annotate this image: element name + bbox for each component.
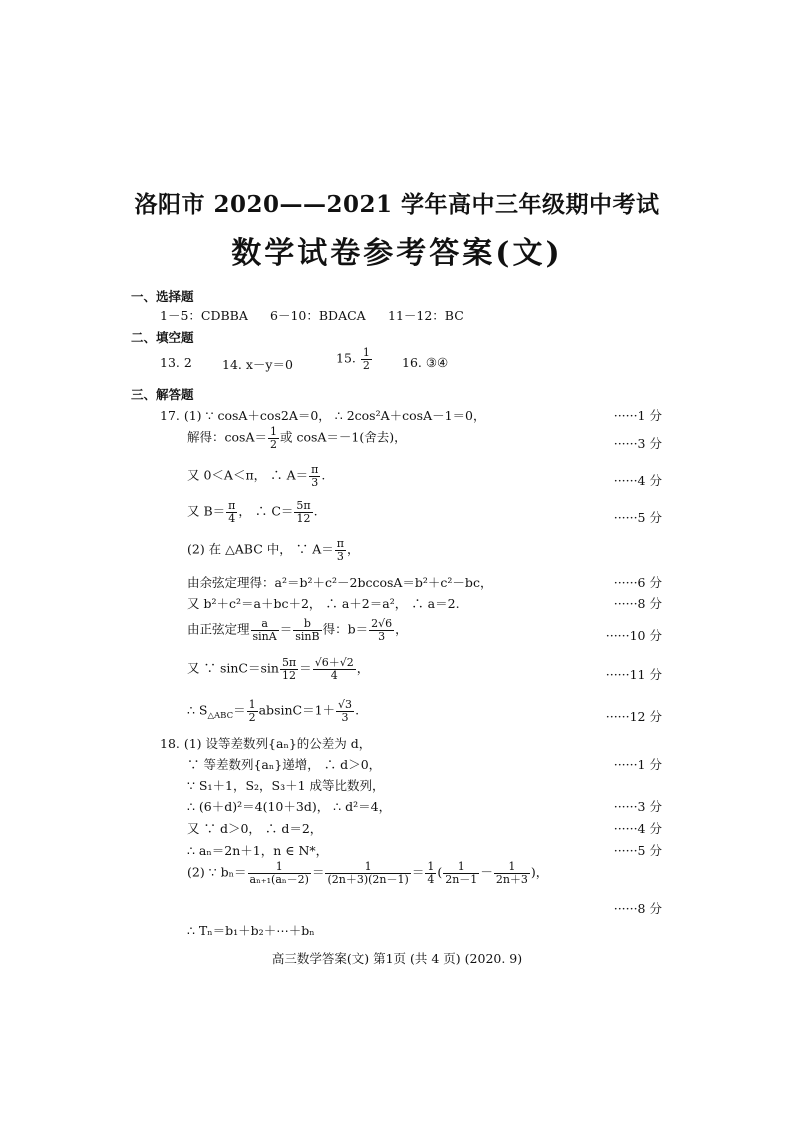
- denominator: 12: [280, 669, 298, 682]
- text: 又 B＝: [187, 503, 226, 519]
- text: 又 0＜A＜π， ∴ A＝: [187, 467, 309, 483]
- numerator: π: [228, 499, 236, 512]
- fraction: [369, 618, 394, 642]
- score-mark: ······3 分: [613, 799, 662, 814]
- score-mark: ······11 分: [605, 667, 662, 682]
- denominator: 12: [294, 512, 312, 525]
- fraction: [494, 861, 530, 885]
- text: )，: [530, 864, 549, 880]
- choice-answers-11-12: 11－12：BC: [388, 308, 464, 323]
- fraction: [336, 699, 354, 723]
- fraction: [268, 426, 279, 450]
- denominator: 3: [369, 630, 394, 643]
- q17-line-9: [187, 657, 369, 681]
- section-choice-heading: 一、选择题: [131, 289, 194, 304]
- numerator: √3: [338, 698, 353, 711]
- q17-line-4: [187, 500, 318, 524]
- score-mark: ······4 分: [613, 821, 662, 836]
- q17-line-1: 17. (1) ∵ cosA＋cos2A＝0， ∴ 2cos²A＋cosA－1＝0，: [160, 408, 486, 423]
- score-mark: ······5 分: [613, 843, 662, 858]
- fraction: [313, 657, 356, 681]
- q17-line-8: [187, 618, 408, 642]
- fill-answer-13: 13. 2: [160, 355, 192, 370]
- fill-answer-14: 14. x－y＝0: [222, 357, 293, 372]
- numerator: 1: [362, 346, 370, 359]
- text: 得：b＝: [322, 621, 369, 637]
- page-subtitle: 数学试卷参考答案(文): [231, 236, 563, 271]
- fraction: [325, 861, 410, 885]
- numerator: a: [261, 617, 268, 630]
- numerator: b: [303, 617, 311, 630]
- denominator: aₙ₊₁(aₙ－2): [249, 872, 309, 886]
- fraction: [309, 464, 320, 488]
- numerator: 1: [364, 860, 372, 873]
- page-title: 洛阳市 2020——2021 学年高中三年级期中考试: [134, 191, 660, 218]
- text: .: [313, 503, 318, 519]
- fraction: [361, 347, 372, 371]
- fraction: [425, 861, 436, 885]
- q17-line-10: [187, 699, 359, 723]
- score-mark: ······10 分: [605, 628, 662, 643]
- q17-line-3: [187, 464, 325, 488]
- numerator: 1: [508, 860, 516, 873]
- q18-line-7: [187, 861, 548, 885]
- fraction: [280, 657, 298, 681]
- numerator: √6＋√2: [314, 656, 354, 669]
- text: ，: [395, 621, 408, 637]
- numerator: 1: [275, 860, 283, 873]
- q18-line-1: 18. (1) 设等差数列{aₙ}的公差为 d，: [160, 736, 372, 751]
- q17-line-6: 由余弦定理得：a²＝b²＋c²－2bccosA＝b²＋c²－bc，: [187, 575, 493, 590]
- numerator: 5π: [296, 499, 311, 512]
- score-mark: ······12 分: [605, 709, 662, 724]
- denominator: 2: [362, 358, 370, 372]
- numerator: π: [336, 537, 344, 550]
- text: ∴ S: [187, 702, 208, 718]
- denominator: 2: [248, 710, 256, 724]
- denominator: 4: [226, 512, 237, 525]
- q17-line-7: 又 b²＋c²＝a＋bc＋2， ∴ a＋2＝a²， ∴ a＝2.: [187, 596, 460, 611]
- text: ，: [346, 541, 360, 557]
- numerator: 1: [269, 425, 277, 438]
- text: (2) 在 △ABC 中， ∵ A＝: [187, 541, 334, 557]
- denominator: 2n＋3: [495, 872, 528, 886]
- text: absinC＝1＋: [258, 702, 336, 718]
- fill-answer-15: [336, 347, 373, 371]
- denominator: 2: [269, 437, 277, 451]
- score-mark: ······6 分: [613, 575, 662, 590]
- denominator: 3: [336, 711, 354, 724]
- denominator: 2n－1: [445, 872, 478, 886]
- fraction: [226, 500, 237, 524]
- text: 或 cosA＝－1(舍去)，: [279, 429, 407, 445]
- numerator: 1: [457, 860, 465, 873]
- choice-answers-1-5: 1－5：CDBBA: [160, 308, 248, 323]
- score-mark: ······1 分: [613, 408, 662, 423]
- score-mark: ······8 分: [613, 901, 662, 916]
- q18-line-6: ∴ aₙ＝2n＋1，n ∈ N*，: [187, 843, 329, 858]
- text: ＝: [311, 864, 325, 880]
- q18-line-8: ∴ Tₙ＝b₁＋b₂＋⋯＋bₙ: [187, 923, 315, 938]
- denominator: 3: [309, 476, 320, 489]
- text: .: [321, 467, 326, 483]
- text: ＝: [233, 702, 246, 718]
- fraction: [335, 538, 346, 562]
- text: ＝: [299, 660, 312, 676]
- denominator: 4: [427, 872, 435, 886]
- text: (2) ∵ bₙ＝: [187, 864, 247, 880]
- text: ＝: [411, 864, 425, 880]
- text: ， ∴ C＝: [238, 503, 294, 519]
- fraction: [443, 861, 479, 885]
- denominator: (2n＋3)(2n－1): [327, 872, 409, 886]
- numerator: 5π: [281, 656, 297, 669]
- numerator: 2√6: [371, 617, 393, 630]
- score-mark: ······8 分: [613, 596, 662, 611]
- fraction: [251, 618, 279, 642]
- section-solve-heading: 三、解答题: [131, 387, 194, 402]
- score-mark: ······1 分: [613, 757, 662, 772]
- text: (: [437, 864, 443, 880]
- page-footer: 高三数学答案(文) 第1页 (共 4 页) (2020. 9): [271, 951, 523, 966]
- text: 解得：cosA＝: [187, 429, 267, 445]
- fill-answer-15-label: 15.: [336, 350, 356, 366]
- denominator: 4: [313, 669, 356, 682]
- score-mark: ······3 分: [613, 436, 662, 451]
- text: 又 ∵ sinC＝sin: [187, 660, 279, 676]
- q18-line-3: ∵ S₁＋1，S₂，S₃＋1 成等比数列，: [187, 778, 385, 793]
- choice-answers-6-10: 6－10：BDACA: [270, 308, 366, 323]
- fill-answer-16: 16. ③④: [402, 355, 449, 370]
- fraction: [247, 699, 258, 723]
- text: ＝: [279, 621, 293, 637]
- q17-line-2: [187, 426, 407, 450]
- fraction: [293, 618, 321, 642]
- numerator: 1: [427, 860, 435, 873]
- section-fill-heading: 二、填空题: [131, 330, 194, 345]
- text: .: [355, 702, 360, 718]
- q18-line-4: ∴ (6＋d)²＝4(10＋3d)， ∴ d²＝4，: [187, 799, 392, 814]
- denominator: sinB: [295, 629, 320, 643]
- denominator: sinA: [252, 629, 277, 643]
- numerator: 1: [248, 698, 256, 711]
- text: 由正弦定理: [187, 621, 250, 637]
- q18-line-5: 又 ∵ d＞0， ∴ d＝2，: [187, 821, 323, 836]
- text: －: [480, 864, 493, 880]
- score-mark: ······5 分: [613, 510, 662, 525]
- q17-line-5: [187, 538, 359, 562]
- fraction: [248, 861, 311, 885]
- denominator: 3: [335, 550, 346, 563]
- text: ，: [356, 660, 370, 676]
- score-mark: ······4 分: [613, 473, 662, 488]
- subscript: △ABC: [207, 711, 234, 722]
- numerator: π: [311, 463, 319, 476]
- fraction: [294, 500, 312, 524]
- q18-line-2: ∵ 等差数列{aₙ}递增， ∴ d＞0，: [187, 757, 382, 772]
